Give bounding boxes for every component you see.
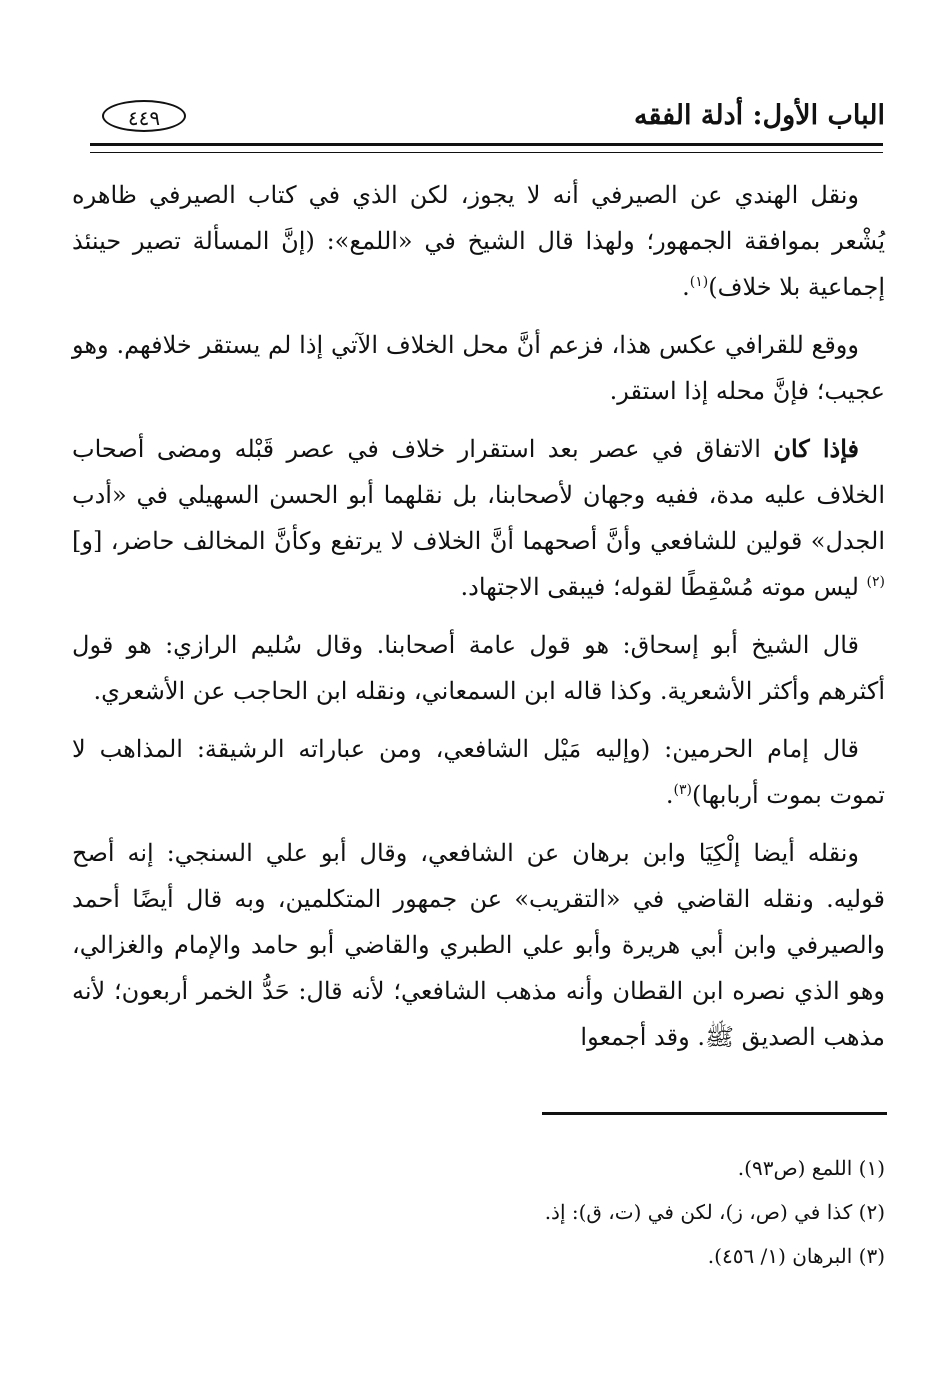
paragraph-tail: ليس موته مُسْقِطًا لقوله؛ فيبقى الاجتهاد. — [460, 573, 867, 601]
footnote-separator — [542, 1112, 887, 1115]
header-rule-thick — [90, 143, 883, 146]
footnote-ref-2: (٢) — [866, 574, 885, 590]
footnote-ref-3: (٣) — [673, 782, 692, 798]
paragraph-text: قال الشيخ أبو إسحاق: هو قول عامة أصحابنا. وقال سُليم الرازي: هو قول أكثرهم وأكثر الأشعرية. وكذا قاله ابن السمعاني، ونقله ابن الحاجب عن الأشعري. — [72, 631, 885, 705]
footnotes — [72, 1146, 885, 1278]
paragraph-4 — [72, 622, 885, 714]
paragraph-6 — [72, 830, 885, 1060]
paragraph-tail: . — [665, 781, 674, 809]
page-number-badge: ٤٤٩ — [102, 100, 186, 132]
header-rule-thin — [90, 152, 883, 153]
paragraph-text: ونقله أيضا إلْكِيَا وابن برهان عن الشافعي، وقال أبو علي السنجي: إنه أصح قوليه. ونقله القاضي في «التقريب» عن جمهور المتكلمين، وبه قال أيضًا أحمد والصيرفي وابن أبي هريرة وأبو علي الطبري والقاضي أبو حامد والإمام والغزالي، وهو الذي نصره ابن القطان وأنه مذهب الشافعي؛ لأنه قال: حَدُّ الخمر أربعون؛ لأنه مذهب الصديق ﷺ. وقد أجمعوا — [72, 839, 885, 1051]
paragraph-text: ونقل الهندي عن الصيرفي أنه لا يجوز، لكن الذي في كتاب الصيرفي ظاهره يُشْعر بموافقة الجمهور؛ ولهذا قال الشيخ في «اللمع»: (إنَّ المسألة تصير حينئذ إجماعية بلا خلاف) — [72, 181, 885, 301]
footnote-2: (٢) كذا في (ص، ز)، لكن في (ت، ق): إذ. — [544, 1200, 885, 1224]
main-text — [72, 172, 885, 1072]
paragraph-lead-bold: فإذا كان — [773, 434, 860, 463]
footnote-1: (١) اللمع (ص٩٣). — [737, 1156, 885, 1180]
paragraph-1 — [72, 172, 885, 310]
chapter-title: الباب الأول: أدلة الفقه — [634, 100, 885, 131]
paragraph-text: قال إمام الحرمين: (وإليه مَيْل الشافعي، ومن عباراته الرشيقة: المذاهب لا تموت بموت أربابها) — [72, 735, 885, 809]
paragraph-text: الاتفاق في عصر بعد استقرار خلاف في عصر قَبْله ومضى أصحاب الخلاف عليه مدة، ففيه وجهان لأصحابنا، بل نقلهما أبو الحسن السهيلي في «أدب الجدل» قولين للشافعي وأنَّ أصحهما أنَّ الخلاف لا يرتفع وكأنَّ المخالف حاضر، [و] — [72, 435, 885, 555]
footnote-ref-1: (١) — [689, 274, 709, 290]
paragraph-3 — [72, 426, 885, 610]
footnote-3: (٣) البرهان (١/ ٤٥٦). — [707, 1244, 885, 1268]
paragraph-5 — [72, 726, 885, 818]
paragraph-text: ووقع للقرافي عكس هذا، فزعم أنَّ محل الخلاف الآتي إذا لم يستقر خلافهم. وهو عجيب؛ فإنَّ محله إذا استقر. — [72, 331, 885, 405]
paragraph-tail: . — [682, 273, 690, 301]
paragraph-2 — [72, 322, 885, 414]
page-header — [80, 98, 885, 148]
